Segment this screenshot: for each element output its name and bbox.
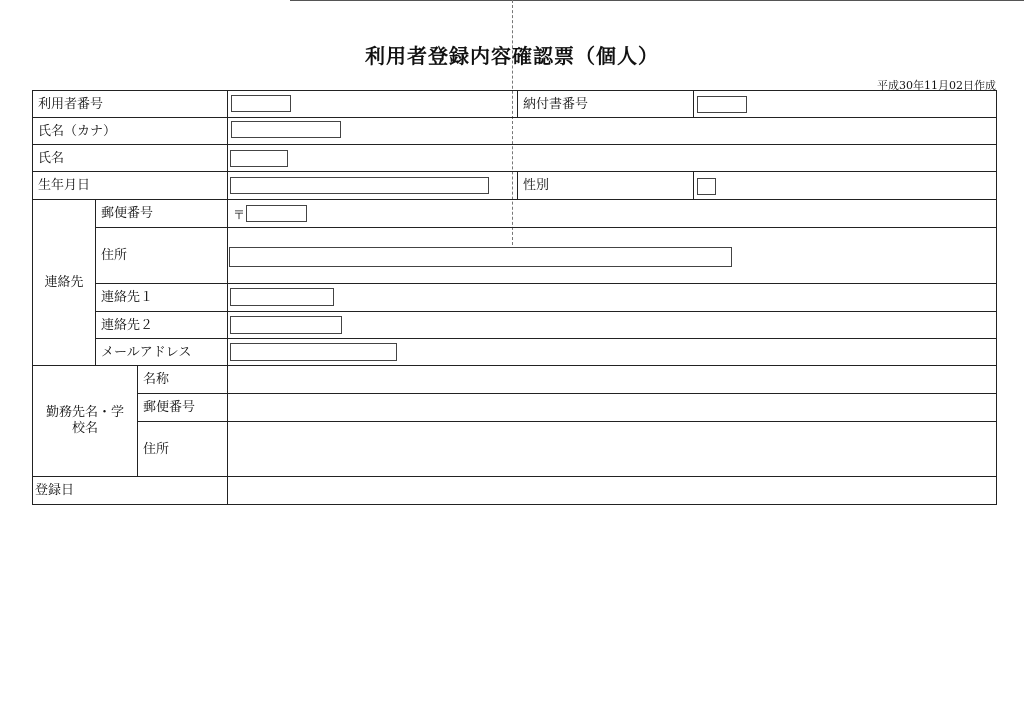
registration-date-field[interactable] [227,476,997,505]
registration-date-label: 登録日 [32,476,228,505]
name-cell [227,144,997,172]
birth-date-label: 生年月日 [32,171,228,200]
postal-mark: 〒 [233,208,246,222]
name-field[interactable] [230,150,288,167]
page-edge-line [290,0,1024,1]
email-field[interactable] [230,343,397,361]
contact-1-label: 連絡先１ [95,283,228,312]
work-group-label: 勤務先名・学校名 [32,365,138,477]
work-name-label: 名称 [137,365,228,394]
birth-date-field[interactable] [230,177,489,194]
gender-cell [693,171,997,200]
name-kana-field[interactable] [231,121,341,138]
email-label: メールアドレス [95,338,228,366]
created-date: 平成30年11月02日作成 [877,79,996,92]
name-label: 氏名 [32,144,228,172]
gender-label: 性別 [517,171,694,200]
work-name-field[interactable] [227,365,997,394]
work-postal-code-label: 郵便番号 [137,393,228,422]
postal-code-field[interactable] [246,205,307,222]
gender-field[interactable] [697,178,716,195]
payment-doc-number-field[interactable] [697,96,747,113]
user-number-label: 利用者番号 [32,90,228,118]
contact-1-cell [227,283,997,312]
contact-1-field[interactable] [230,288,334,306]
work-postal-code-field[interactable] [227,393,997,422]
name-kana-label: 氏名（カナ） [32,117,228,145]
postal-code-cell [227,199,997,228]
page-title: 利用者登録内容確認票（個人） [365,44,659,68]
postal-code-label: 郵便番号 [95,199,228,228]
payment-doc-number-label: 納付書番号 [517,90,694,118]
contact-2-cell [227,311,997,339]
name-kana-cell [227,117,997,145]
work-address-label: 住所 [137,421,228,477]
address-field[interactable] [229,247,732,267]
work-address-field[interactable] [227,421,997,477]
contact-2-label: 連絡先２ [95,311,228,339]
user-number-field[interactable] [231,95,291,112]
contact-group-label: 連絡先 [32,199,96,366]
address-label: 住所 [95,227,228,284]
contact-2-field[interactable] [230,316,342,334]
